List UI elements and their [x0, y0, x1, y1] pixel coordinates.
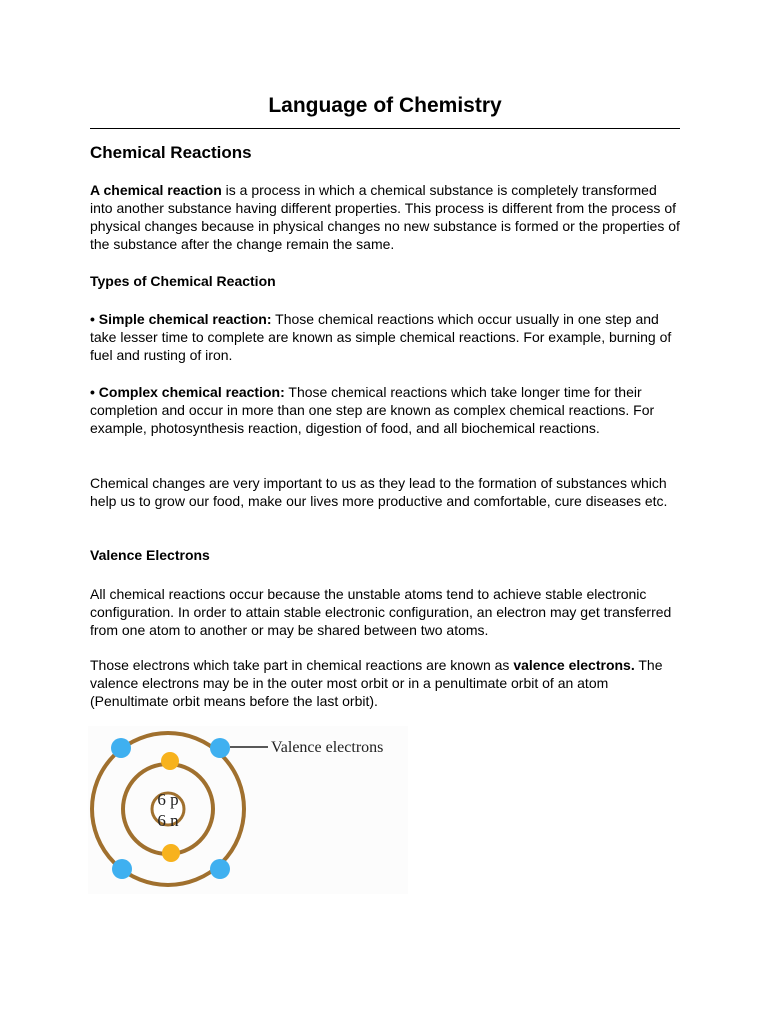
- intro-paragraph: [90, 181, 682, 253]
- valence-text-pre: Those electrons which take part in chemical reactions are known as: [90, 657, 514, 673]
- complex-reaction-paragraph: [90, 383, 682, 437]
- valence-text-post: The valence electrons may be in the outer most orbit or in a penultimate orbit of an atom (Penultimate orbit means before the last orbit).: [90, 657, 663, 709]
- nucleus-neutrons-label: 6 n: [157, 811, 179, 830]
- atom-diagram: [88, 726, 408, 894]
- complex-reaction-text: Those chemical reactions which take longer time for their completion and occur in more than one step are known as complex chemical reactions. For example, photosynthesis reaction, digestion of food, and all biochemical reactions.: [90, 384, 655, 436]
- inner-electron: [162, 844, 180, 862]
- simple-reaction-text: Those chemical reactions which occur usually in one step and take lesser time to complete are known as simple chemical reactions. For example, burning of fuel and rusting of iron.: [90, 311, 672, 363]
- simple-reaction-term: • Simple chemical reaction:: [90, 311, 272, 327]
- valence-electron: [111, 738, 131, 758]
- simple-reaction-paragraph: [90, 310, 682, 364]
- complex-reaction-term: • Complex chemical reaction:: [90, 384, 285, 400]
- importance-paragraph: Chemical changes are very important to us as they lead to the formation of substances which help us to grow our food, make our lives more productive and comfortable, cure diseases etc.: [90, 475, 668, 509]
- valence-paragraph-2: [90, 656, 682, 710]
- valence-electron: [210, 859, 230, 879]
- valence-electrons-label: Valence electrons: [271, 739, 384, 756]
- valence-electron: [210, 738, 230, 758]
- intro-text: is a process in which a chemical substance is completely transformed into another substance having different properties. This process is different from the process of physical changes because in physical changes no new substance is formed or the properties of the substance after the change remain the same.: [90, 182, 680, 252]
- nucleus-protons-label: 6 p: [157, 790, 179, 809]
- types-heading: Types of Chemical Reaction: [90, 273, 276, 289]
- inner-electron: [161, 752, 179, 770]
- title-divider: [90, 128, 680, 129]
- valence-electron: [112, 859, 132, 879]
- section-heading: Chemical Reactions: [90, 143, 252, 162]
- valence-paragraph-1: All chemical reactions occur because the unstable atoms tend to achieve stable electronic configuration. In order to attain stable electronic configuration, an electron may get transferred from one atom to another or may be shared between two atoms.: [90, 586, 672, 638]
- page-title: Language of Chemistry: [268, 94, 502, 117]
- intro-term: A chemical reaction: [90, 182, 222, 198]
- valence-heading: Valence Electrons: [90, 547, 210, 563]
- valence-term: valence electrons.: [513, 657, 635, 673]
